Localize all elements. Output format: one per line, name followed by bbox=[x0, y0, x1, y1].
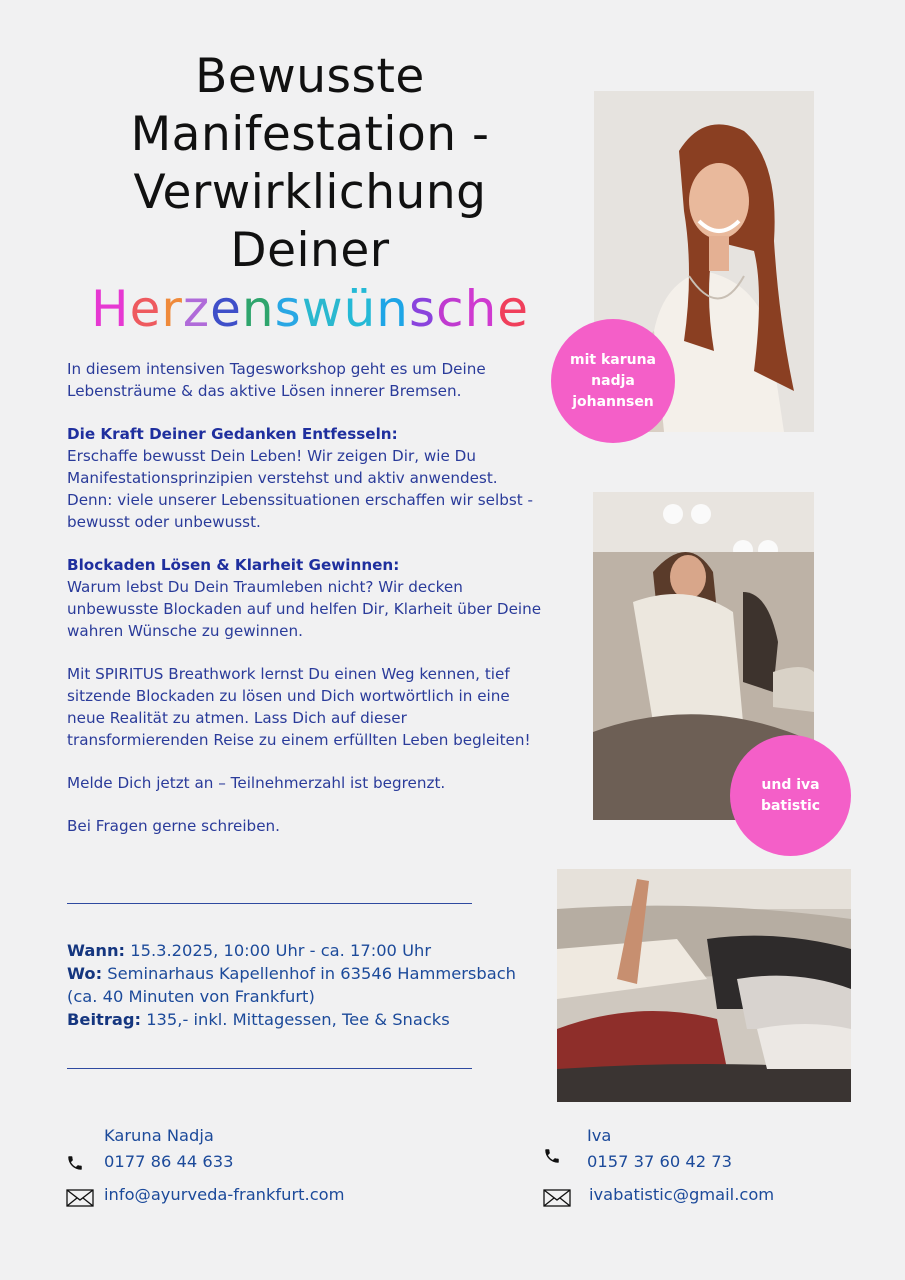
rainbow-letter: H bbox=[90, 280, 130, 338]
phone-icon bbox=[66, 1154, 84, 1176]
rainbow-letter: e bbox=[210, 280, 242, 338]
contact-karuna-name: Karuna Nadja bbox=[104, 1126, 214, 1145]
contact-iva-name: Iva bbox=[587, 1126, 612, 1145]
badge-iva bbox=[730, 735, 851, 856]
rainbow-letter: n bbox=[241, 280, 275, 338]
rainbow-letter: s bbox=[409, 280, 437, 338]
title-rainbow-word bbox=[40, 280, 580, 338]
section-blockaden-heading: Blockaden Lösen & Klarheit Gewinnen: bbox=[67, 556, 400, 574]
contact-karuna-email[interactable]: info@ayurveda-frankfurt.com bbox=[104, 1185, 345, 1204]
divider-top bbox=[67, 903, 472, 904]
rainbow-letter: w bbox=[301, 280, 344, 338]
rainbow-letter: e bbox=[497, 280, 530, 338]
event-when bbox=[67, 939, 537, 962]
section-kraft-text: Erschaffe bewusst Dein Leben! Wir zeigen Dir, wie Du Manifestationsprinzipien verstehst und aktiv anwendest. Denn: viele unserer Lebenssituationen erschaffen wir selbst - bewusst oder unbewusst. bbox=[67, 447, 534, 531]
envelope-icon bbox=[543, 1189, 571, 1211]
title-line-1: Bewusste bbox=[195, 49, 425, 104]
signup-text: Melde Dich jetzt an – Teilnehmerzahl ist begrenzt. bbox=[67, 774, 446, 792]
title-line-3: Verwirklichung bbox=[133, 165, 487, 220]
fee-label: Beitrag: bbox=[67, 1010, 141, 1029]
title-line-4: Deiner bbox=[230, 223, 390, 278]
where-label: Wo: bbox=[67, 964, 103, 983]
section-blockaden bbox=[67, 554, 547, 642]
rainbow-letter: s bbox=[274, 280, 302, 338]
page-title bbox=[40, 48, 580, 338]
divider-bottom bbox=[67, 1068, 472, 1069]
rainbow-letter: h bbox=[464, 280, 498, 338]
intro-text: In diesem intensiven Tagesworkshop geht es um Deine Lebensträume & das aktive Lösen innerer Bremsen. bbox=[67, 360, 486, 400]
phone-icon bbox=[543, 1147, 561, 1169]
rainbow-letter: e bbox=[129, 280, 162, 338]
title-line-2: Manifestation - bbox=[130, 107, 490, 162]
section-blockaden-text: Warum lebst Du Dein Traumleben nicht? Wir decken unbewusste Blockaden auf und helfen Dir, Klarheit über Deine wahren Wünsche zu gewinnen. bbox=[67, 578, 542, 640]
rainbow-letter: c bbox=[436, 280, 465, 338]
event-where bbox=[67, 962, 537, 1008]
badge-karuna bbox=[551, 319, 675, 443]
section-kraft bbox=[67, 423, 547, 533]
when-value: 15.3.2025, 10:00 Uhr - ca. 17:00 Uhr bbox=[130, 941, 432, 960]
description bbox=[67, 358, 547, 858]
badge-karuna-text: mit karuna nadja johannsen bbox=[570, 351, 656, 410]
when-label: Wann: bbox=[67, 941, 126, 960]
questions-text: Bei Fragen gerne schreiben. bbox=[67, 817, 280, 835]
rainbow-letter: r bbox=[161, 280, 183, 338]
rainbow-letter: n bbox=[376, 280, 409, 338]
badge-iva-text: und iva batistic bbox=[760, 776, 821, 814]
rainbow-letter: z bbox=[182, 280, 211, 338]
contact-karuna-phone[interactable]: 0177 86 44 633 bbox=[104, 1152, 234, 1171]
contact-iva-email[interactable]: ivabatistic@gmail.com bbox=[589, 1185, 775, 1204]
breathwork-text: Mit SPIRITUS Breathwork lernst Du einen Weg kennen, tief sitzende Blockaden zu lösen und Dich wortwörtlich in eine neue Realität zu atmen. Lass Dich auf dieser transformierenden Reise zu einem erfüllten Leben begleiten! bbox=[67, 665, 531, 749]
rainbow-letter: ü bbox=[343, 280, 377, 338]
envelope-icon bbox=[66, 1189, 94, 1211]
contact-iva-phone[interactable]: 0157 37 60 42 73 bbox=[587, 1152, 733, 1171]
fee-value: 135,- inkl. Mittagessen, Tee & Snacks bbox=[146, 1010, 450, 1029]
event-details bbox=[67, 939, 537, 1031]
group-photo bbox=[557, 869, 851, 1102]
event-fee bbox=[67, 1008, 537, 1031]
section-kraft-heading: Die Kraft Deiner Gedanken Entfesseln: bbox=[67, 425, 398, 443]
where-value: Seminarhaus Kapellenhof in 63546 Hammersbach (ca. 40 Minuten von Frankfurt) bbox=[67, 964, 516, 1006]
